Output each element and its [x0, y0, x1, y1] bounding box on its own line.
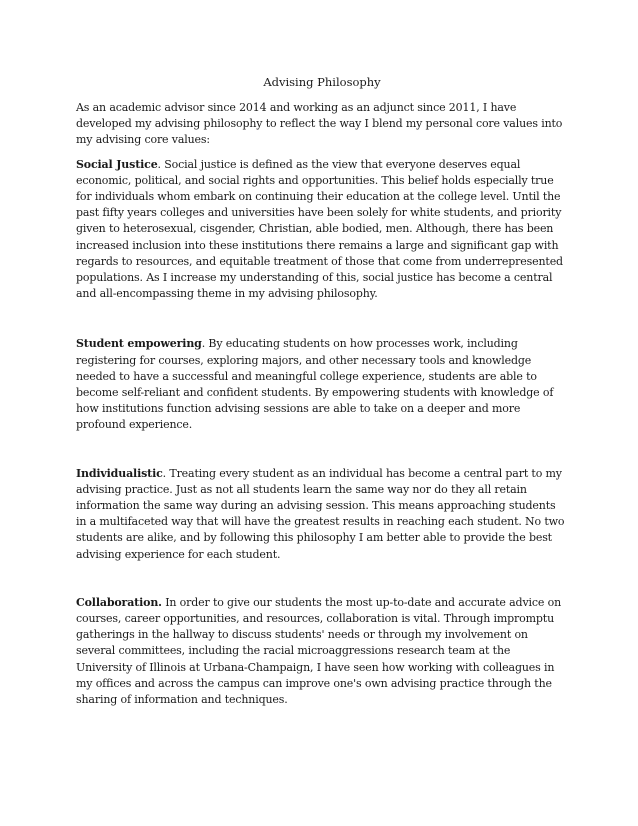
- document-page: [76, 74, 568, 708]
- section-spacer: [76, 563, 568, 595]
- document-title: Advising Philosophy: [263, 75, 381, 89]
- section-heading: Social Justice: [76, 157, 158, 171]
- section-body: Treating every student as an individual has become a central part to my advising practice. Just as not all students learn the same way nor do they all retain information the same way during an advising session. This means approaching students in a multifaceted way that will have the greatest results in reaching each student. No two students are alike, and by following this philosophy I am better able to provide the best advising experience for each student.: [76, 466, 565, 561]
- intro-paragraph: As an academic advisor since 2014 and working as an adjunct since 2011, I have developed my advising philosophy to reflect the way I blend my personal core values into my advising core values:: [76, 101, 563, 147]
- section-student-empowering: [76, 336, 568, 433]
- section-heading: Individualistic: [76, 466, 163, 480]
- section-individualistic: [76, 466, 568, 563]
- section-body: In order to give our students the most up-to-date and accurate advice on courses, career opportunities, and resources, collaboration is vital. Through impromptu gatherings in the hallway to discuss students' needs or through my involvement on several committees, including the racial microaggressions research team at the University of Illinois at Urbana-Champaign, I have seen how working with colleagues in my offices and across the campus can improve one's own advising practice through the sharing of information and techniques.: [76, 595, 561, 707]
- section-heading-separator: .: [201, 337, 206, 351]
- section-body: By educating students on how processes work, including registering for courses, exploring majors, and other necessary tools and knowledge needed to have a successful and meaningful college experience, students are able to become self-reliant and confident students. By empowering students with knowledge of how institutions function advising sessions are able to take on a deeper and more profound experience.: [76, 337, 554, 432]
- section-collaboration: [76, 595, 568, 708]
- section-heading: Student empowering: [76, 337, 202, 351]
- section-heading-separator: .: [157, 157, 161, 171]
- section-social-justice: [76, 157, 568, 303]
- section-heading-separator: .: [162, 466, 167, 480]
- section-spacer: [76, 434, 568, 466]
- section-heading: Collaboration.: [76, 595, 162, 609]
- section-body: Social justice is defined as the view that everyone deserves equal economic, political, and social rights and opportunities. This belief holds especially true for individuals whom embark on continuing their education at the college level. Until the past fifty years colleges and universities have been solely for white students, and priority given to heterosexual, cisgender, Christian, able bodied, men. Although, there has been increased inclusion into these institutions there remains a large and significant gap with regards to resources, and equitable treatment of those that come from underrepresented populations. As I increase my understanding of this, social justice has become a central and all-encompassing theme in my advising philosophy.: [76, 157, 563, 301]
- section-spacer: [76, 302, 568, 336]
